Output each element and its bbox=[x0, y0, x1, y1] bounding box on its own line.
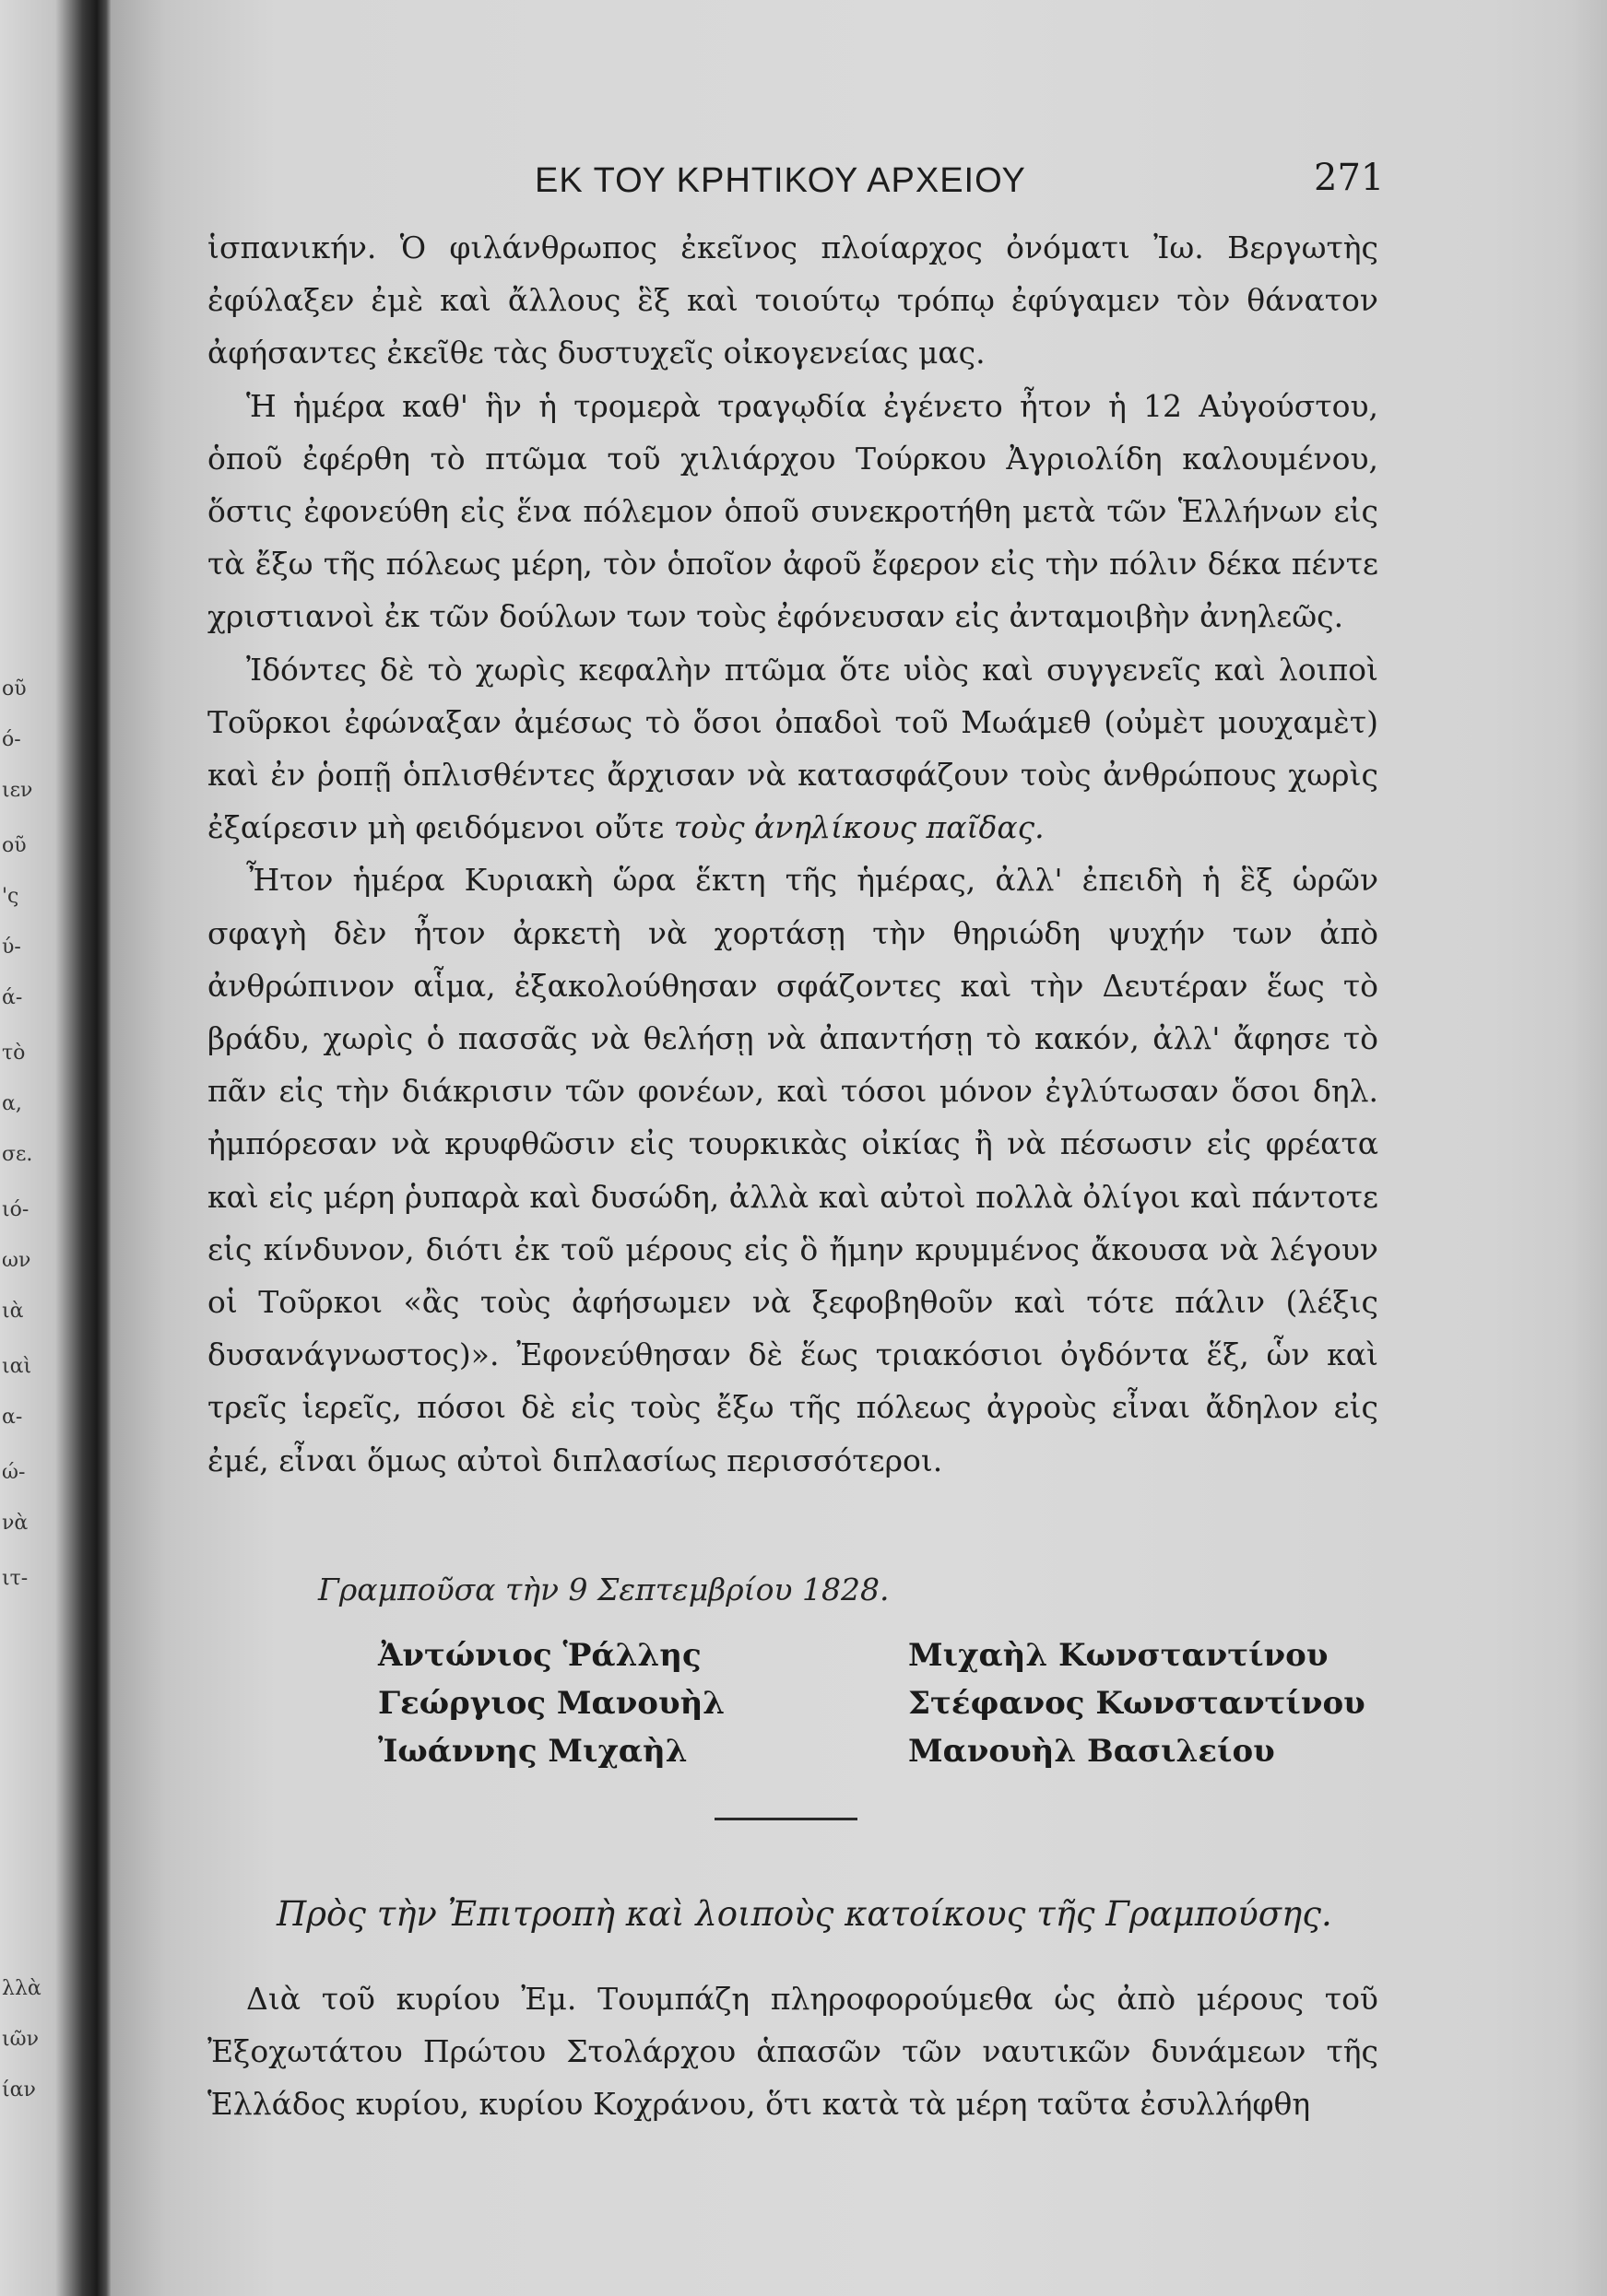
signature: Στέφανος Κωνσταντίνου bbox=[908, 1685, 1365, 1722]
signature: Μανουὴλ Βασιλείου bbox=[908, 1733, 1275, 1770]
fragment: ιό- bbox=[2, 1198, 30, 1221]
fragment: ό- bbox=[2, 728, 21, 751]
signature: Γεώργιος Μανουὴλ bbox=[378, 1685, 726, 1722]
paragraph: Ἡ ἡμέρα καθ' ἣν ἡ τρομερὰ τραγῳδία ἐγένετο ἦτον ἡ 12 Αὐγούστου, ὁποῦ ἐφέρθη τὸ πτῶμα τοῦ χιλιάρχου Τούρκου Ἀγριολίδη καλουμένου, ὅστις ἐφονεύθη εἰς ἕνα πόλεμον ὁποῦ συνεκροτήθη μετὰ τῶν Ἑλλήνων εἰς τὰ ἔξω τῆς πόλεως μέρη, τὸν ὁποῖον ἀφοῦ ἔφερον εἰς τὴν πόλιν δέκα πέντε χριστιανοὶ ἐκ τῶν δούλων των τοὺς ἐφόνευσαν εἰς ἀνταμοιβὴν ἀνηλεῶς. bbox=[207, 387, 1378, 635]
paragraph: Διὰ τοῦ κυρίου Ἐμ. Τουμπάζη πληροφορούμεθα ὡς ἀπὸ μέρους τοῦ Ἐξοχωτάτου Πρώτου Στολάρχου ἁπασῶν τῶν ναυτικῶν δυνάμεων τῆς Ἑλλάδος κυρίου, κυρίου Κοχράνου, ὅτι κατὰ τὰ μέρη ταῦτα ἐσυλλήφθη bbox=[207, 1981, 1378, 2122]
running-head: ΕΚ ΤΟΥ ΚΡΗΤΙΚΟΥ ΑΡΧΕΙΟΥ bbox=[535, 161, 1026, 200]
fragment: οῦ bbox=[2, 677, 27, 701]
dateline: Γραμποῦσα τὴν 9 Σεπτεμβρίου 1828. bbox=[318, 1572, 890, 1607]
fragment: ά- bbox=[2, 986, 23, 1009]
signature: Ἰωάννης Μιχαὴλ bbox=[378, 1733, 688, 1770]
fragment: οῦ bbox=[2, 834, 27, 857]
bottom-text bbox=[207, 1972, 1378, 2130]
fragment: 'ς bbox=[2, 885, 19, 908]
fragment: ιτ- bbox=[2, 1567, 29, 1590]
fragment: ιαὶ bbox=[2, 1355, 32, 1378]
fragment: ύ- bbox=[2, 936, 21, 959]
signature: Ἀντώνιος Ῥάλλης bbox=[378, 1637, 702, 1674]
fragment: α, bbox=[2, 1092, 22, 1115]
fragment: τὸ bbox=[2, 1042, 26, 1065]
italic-phrase: τοὺς ἀνηλίκους παῖδας. bbox=[673, 809, 1045, 846]
paragraph bbox=[207, 643, 1378, 854]
fragment: ιὰ bbox=[2, 1300, 24, 1323]
fragment: ιῶν bbox=[2, 2028, 39, 2051]
fragment: α- bbox=[2, 1406, 23, 1429]
fragment: ων bbox=[2, 1249, 31, 1272]
fragment: νὰ bbox=[2, 1512, 29, 1535]
section-divider bbox=[715, 1818, 857, 1820]
page-edge-shadow bbox=[1570, 0, 1607, 2296]
body-text bbox=[207, 221, 1378, 1487]
signature: Μιχαὴλ Κωνσταντίνου bbox=[908, 1637, 1329, 1674]
fragment: ίαν bbox=[2, 2078, 36, 2102]
paragraph-text: Ἰδόντες δὲ τὸ χωρὶς κεφαλὴν πτῶμα ὅτε υἱὸς καὶ συγγενεῖς καὶ λοιποὶ Τοῦρκοι ἐφώναξαν ἀμέσως τὸ ὅσοι ὀπαδοὶ τοῦ Μωάμεθ (οὐμὲτ μουχαμὲτ) καὶ ἐν ῥοπῇ ὁπλισθέντες ἄρχισαν νὰ κατασφάζουν τοὺς ἀνθρώπους χωρὶς ἐξαίρεσιν μὴ φειδόμενοι οὔτε bbox=[207, 651, 1378, 846]
page-number: 271 bbox=[1314, 157, 1385, 199]
signatures-right-column bbox=[908, 1631, 1365, 1775]
fragment: σε. bbox=[2, 1143, 33, 1166]
previous-page-fragments bbox=[2, 0, 48, 2296]
letter-address: Πρὸς τὴν Ἐπιτροπὴ καὶ λοιποὺς κατοίκους τῆς Γραμπούσης. bbox=[277, 1894, 1332, 1934]
fragment: ώ- bbox=[2, 1461, 26, 1484]
signatures-left-column bbox=[378, 1631, 725, 1775]
paragraph: ἱσπανικήν. Ὁ φιλάνθρωπος ἐκεῖνος πλοίαρχος ὀνόματι Ἰω. Βεργωτὴς ἐφύλαξεν ἐμὲ καὶ ἄλλους ἓξ καὶ τοιούτῳ τρόπῳ ἐφύγαμεν τὸν θάνατον ἀφήσαντες ἐκεῖθε τὰς δυστυχεῖς οἰκογενείας μας. bbox=[207, 230, 1378, 371]
paragraph: Ἦτον ἡμέρα Κυριακὴ ὥρα ἕκτη τῆς ἡμέρας, ἀλλ' ἐπειδὴ ἡ ἓξ ὡρῶν σφαγὴ δὲν ἦτον ἀρκετὴ νὰ χορτάσῃ τὴν θηριώδη ψυχήν των ἀπὸ ἀνθρώπινον αἷμα, ἐξακολούθησαν σφάζοντες καὶ τὴν Δευτέραν ἕως τὸ βράδυ, χωρὶς ὁ πασσᾶς νὰ θελήσῃ νὰ ἀπαντήσῃ τὸ κακόν, ἀλλ' ἄφησε τὸ πᾶν εἰς τὴν διάκρισιν τῶν φονέων, καὶ τόσοι μόνον ἐγλύτωσαν ὅσοι δηλ. ἠμπόρεσαν νὰ κρυφθῶσιν εἰς τουρκικὰς οἰκίας ἢ νὰ πέσωσιν εἰς φρέατα καὶ εἰς μέρη ῥυπαρὰ καὶ δυσώδη, ἀλλὰ καὶ αὐτοὶ πολλὰ ὀλίγοι καὶ πάντοτε εἰς κίνδυνον, διότι ἐκ τοῦ μέρους εἰς ὃ ἤμην κρυμμένος ἄκουσα νὰ λέγουν οἱ Τοῦρκοι «ἂς τοὺς ἀφήσωμεν νὰ ξεφοβηθοῦν καὶ τότε πάλιν (λέξις δυσανάγνωστος)». Ἐφονεύθησαν δὲ ἕως τριακόσιοι ὀγδόντα ἕξ, ὧν καὶ τρεῖς ἱερεῖς, πόσοι δὲ εἰς τοὺς ἔξω τῆς πόλεως ἀγροὺς εἶναι ἄδηλον εἰς ἐμέ, εἶναι ὅμως αὐτοὶ διπλασίως περισσότεροι. bbox=[207, 862, 1378, 1478]
fragment: λλὰ bbox=[2, 1977, 41, 2000]
fragment: ιεν bbox=[2, 779, 33, 802]
